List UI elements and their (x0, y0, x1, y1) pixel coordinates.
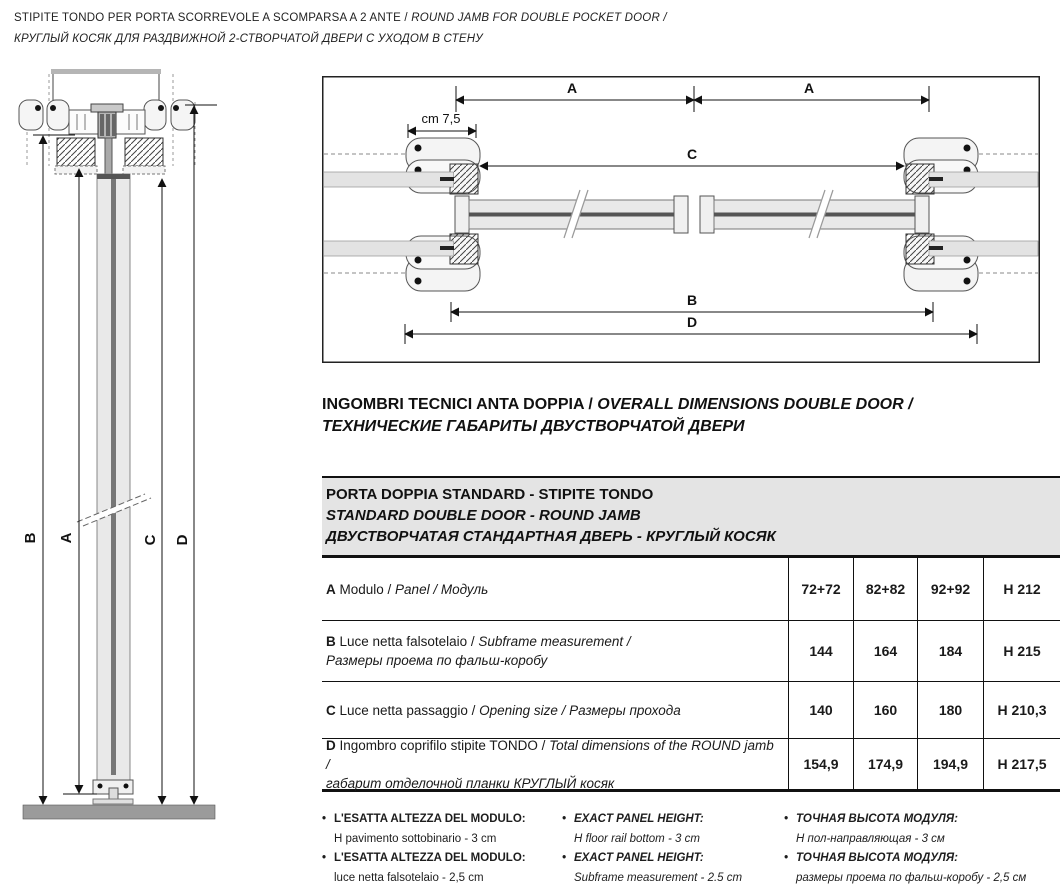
dimensions-table (322, 476, 1060, 792)
section-title (322, 394, 913, 438)
note-desc: Н пол-направляющая - 3 см (796, 832, 945, 845)
header-title-it: STIPITE TONDO PER PORTA SCORREVOLE A SCOMPARSA A 2 ANTE / (14, 12, 412, 24)
vertical-section-drawing (5, 66, 233, 858)
dim-label-jamb-width: cm 7,5 (421, 111, 461, 126)
value-cell: H 210,3 (983, 682, 1060, 738)
section-title-ru: ТЕХНИЧЕСКИЕ ГАБАРИТЫ ДВУСТВОРЧАТОЙ ДВЕРИ (322, 418, 745, 435)
head-track-assembly (19, 69, 195, 176)
dim-jamb-width-line (408, 124, 476, 138)
value-cell: 144 (788, 621, 853, 681)
note-title-text: EXACT PANEL HEIGHT: (574, 852, 704, 864)
floor-guide (93, 780, 133, 804)
bullet-icon: • (562, 813, 567, 825)
page-header-line1 (14, 8, 667, 29)
row-label (322, 739, 788, 789)
row-key: B (326, 634, 336, 649)
row-key: C (326, 702, 336, 718)
value-cell: 164 (853, 621, 917, 681)
dim-a-lines (456, 86, 929, 112)
header-title-en: ROUND JAMB FOR DOUBLE POCKET DOOR / (411, 12, 667, 24)
page-header-line2 (14, 29, 667, 50)
row-label (322, 558, 788, 620)
header-title-ru: КРУГЛЫЙ КОСЯК ДЛЯ РАЗДВИЖНОЙ 2-СТВОРЧАТОЙ ДВЕРИ С УХОДОМ В СТЕНУ (14, 33, 483, 45)
note-title-text: L'ESATTA ALTEZZA DEL MODULO: (334, 813, 526, 825)
plan-section-drawing (322, 76, 1040, 364)
floor-band (23, 805, 215, 819)
value-cell: 92+92 (917, 558, 983, 620)
value-cell: 174,9 (853, 739, 917, 789)
footnote-column-ru (784, 810, 1064, 888)
value-cell: 180 (917, 682, 983, 738)
value-cell: H 212 (983, 558, 1060, 620)
note-desc: luce netta falsotelaio - 2,5 cm (334, 871, 484, 884)
value-cell: H 215 (983, 621, 1060, 681)
note-title (562, 849, 784, 869)
dim-label-a-left: A (566, 80, 578, 96)
dim-label-c: C (142, 534, 159, 546)
row-key: D (326, 737, 336, 753)
section-title-en: OVERALL DIMENSIONS DOUBLE DOOR / (597, 396, 913, 413)
note-title (784, 849, 1064, 869)
row-label-en: Opening size / Размеры прохода (479, 702, 681, 718)
table-row (322, 681, 1060, 738)
value-cell: 82+82 (853, 558, 917, 620)
row-label (322, 682, 788, 738)
dim-label-a: A (58, 532, 75, 544)
section-title-line1 (322, 394, 913, 416)
row-label-it: Modulo / (339, 581, 396, 597)
value-cell: H 217,5 (983, 739, 1060, 789)
value-cell: 160 (853, 682, 917, 738)
note-title-text: EXACT PANEL HEIGHT: (574, 813, 704, 825)
note-desc: H floor rail bottom - 3 cm (574, 832, 700, 845)
row-label-ru: габарит отделочной планки КРУГЛЫЙ косяк (326, 775, 615, 791)
table-row (322, 738, 1060, 789)
note-desc: размеры проема по фальш-коробу - 2,5 см (796, 871, 1027, 884)
note-desc: Subframe measurement - 2.5 cm (574, 871, 743, 884)
row-label-it: Luce netta passaggio / (339, 702, 480, 718)
footnotes (322, 810, 1064, 888)
note-title-text: ТОЧНАЯ ВЫСОТА МОДУЛЯ: (796, 852, 959, 864)
row-label-it: Luce netta falsotelaio / (339, 634, 479, 649)
value-cell: 140 (788, 682, 853, 738)
bullet-icon: • (784, 813, 789, 825)
bullet-icon: • (562, 852, 567, 864)
note-title (784, 810, 1064, 830)
value-cell: 184 (917, 621, 983, 681)
footnote-column-en (562, 810, 784, 888)
dim-label-d: D (174, 534, 191, 546)
door-panels (455, 190, 929, 238)
dim-label-b: B (686, 292, 698, 308)
row-label-it: Ingombro coprifilo stipite TONDO / (339, 737, 550, 753)
note-title (322, 849, 562, 869)
table-title-en: STANDARD DOUBLE DOOR - ROUND JAMB (326, 507, 641, 524)
footnote-column-it (322, 810, 562, 888)
row-label-ru: Размеры проема по фальш-коробу (326, 653, 548, 668)
note-title (322, 810, 562, 830)
dim-label-c: C (686, 146, 698, 162)
row-label (322, 621, 788, 681)
dim-label-b: B (22, 532, 39, 544)
row-label-en: Subframe measurement / (478, 634, 631, 649)
bullet-icon: • (322, 852, 327, 864)
note-title-text: ТОЧНАЯ ВЫСОТА МОДУЛЯ: (796, 813, 959, 825)
value-cell: 72+72 (788, 558, 853, 620)
value-cell: 194,9 (917, 739, 983, 789)
row-key: A (326, 581, 336, 597)
section-title-it: INGOMBRI TECNICI ANTA DOPPIA / (322, 396, 598, 413)
table-title (322, 476, 1060, 558)
note-title-text: L'ESATTA ALTEZZA DEL MODULO: (334, 852, 526, 864)
table-title-ru: ДВУСТВОРЧАТАЯ СТАНДАРТНАЯ ДВЕРЬ - КРУГЛЫЙ КОСЯК (326, 528, 776, 545)
value-cell: 154,9 (788, 739, 853, 789)
note-desc: H pavimento sottobinario - 3 cm (334, 832, 497, 845)
bullet-icon: • (322, 813, 327, 825)
row-label-en: Total dimensions of the ROUND jamb / (326, 737, 774, 772)
row-label-en: Panel / Модуль (395, 581, 489, 597)
dim-label-a-right: A (803, 80, 815, 96)
page-header (14, 8, 667, 50)
table-row (322, 620, 1060, 681)
bullet-icon: • (784, 852, 789, 864)
table-title-it: PORTA DOPPIA STANDARD - STIPITE TONDO (326, 486, 654, 503)
dim-label-d: D (686, 314, 698, 330)
note-title (562, 810, 784, 830)
door-panel-section (77, 174, 151, 780)
table-row (322, 558, 1060, 620)
